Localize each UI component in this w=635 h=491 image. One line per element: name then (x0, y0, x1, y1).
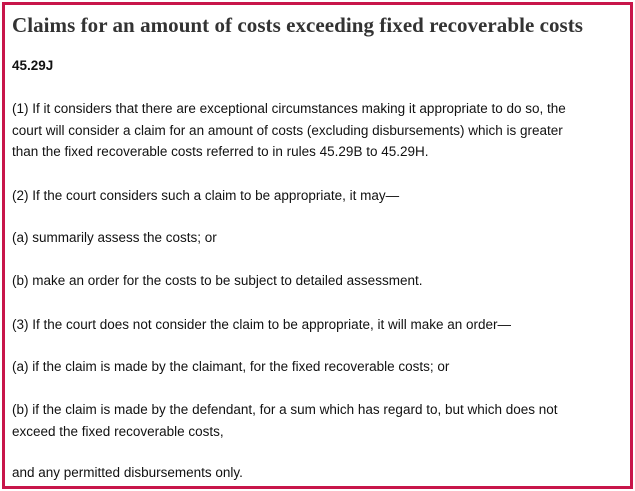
paragraph-closing (12, 462, 624, 484)
paragraph-line: court will consider a claim for an amount of costs (excluding disbursements) which is greater (12, 122, 563, 138)
rule-number: 45.29J (12, 58, 54, 73)
paragraph-1 (12, 98, 624, 163)
paragraph-line: (a) if the claim is made by the claimant, for the fixed recoverable costs; or (12, 359, 450, 374)
paragraph-2 (12, 185, 624, 207)
paragraph-line: (2) If the court considers such a claim to be appropriate, it may— (12, 188, 400, 203)
section-title: Claims for an amount of costs exceeding fixed recoverable costs (12, 13, 584, 37)
paragraph-2a (12, 227, 624, 249)
paragraph-3b (12, 399, 624, 442)
paragraph-line: (a) summarily assess the costs; or (12, 230, 217, 245)
paragraph-2b (12, 270, 624, 292)
paragraph-3 (12, 314, 624, 336)
paragraph-line: (1) If it considers that there are exceptional circumstances making it appropriate to do so, the (12, 101, 566, 116)
paragraph-line: than the fixed recoverable costs referred to in rules 45.29B to 45.29H. (12, 144, 429, 159)
paragraph-line: (b) if the claim is made by the defendant, for a sum which has regard to, but which does not (12, 402, 558, 417)
paragraph-line: and any permitted disbursements only. (12, 465, 243, 480)
paragraph-3a (12, 356, 624, 378)
paragraph-line: (b) make an order for the costs to be subject to detailed assessment. (12, 273, 423, 288)
document-frame (2, 2, 633, 489)
paragraph-line: exceed the fixed recoverable costs, (12, 423, 224, 439)
paragraph-line: (3) If the court does not consider the claim to be appropriate, it will make an order— (12, 317, 511, 332)
